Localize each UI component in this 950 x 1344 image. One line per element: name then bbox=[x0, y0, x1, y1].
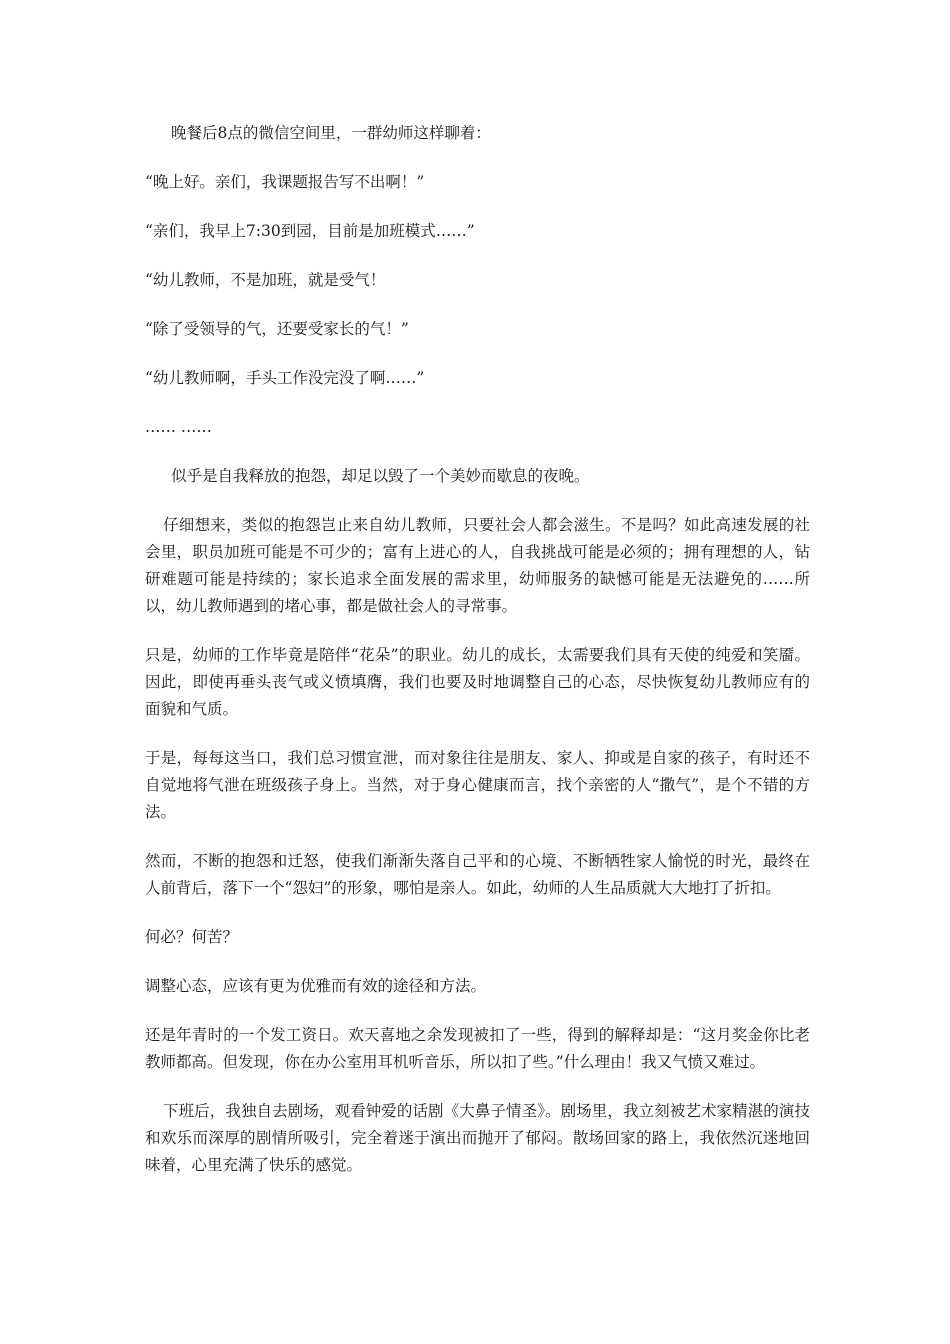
paragraph-reflection: 仔细想来，类似的抱怨岂止来自幼儿教师，只要社会人都会滋生。不是吗？如此高速发展的社会里，职员加班可能是不可少的；富有上进心的人，自我挑战可能是必须的；拥有理想的人，钻研难题可能是持续的；家长追求全面发展的需求里，幼师服务的缺憾可能是无法避免的……所以，幼儿教师遇到的堵心事，都是做社会人的寻常事。 bbox=[145, 516, 810, 615]
paragraph-intro: 晚餐后8点的微信空间里，一群幼师这样聊着： bbox=[171, 124, 491, 142]
paragraph-why: 何必？何苦？ bbox=[145, 928, 239, 946]
paragraph-complaints: 然而，不断的抱怨和迁怒，使我们渐渐失落自己平和的心境、不断牺牲家人愉悦的时光，最终在人前背后，落下一个“怨妇”的形象，哪怕是亲人。如此，幼师的人生品质就大大地打了折扣。 bbox=[145, 852, 810, 897]
chat-line-5: “幼儿教师啊，手头工作没完没了啊……” bbox=[145, 369, 425, 387]
document-body bbox=[145, 120, 810, 1179]
chat-line-4: “除了受领导的气，还要受家长的气！” bbox=[145, 320, 409, 338]
paragraph-adjust: 调整心态，应该有更为优雅而有效的途径和方法。 bbox=[145, 977, 487, 995]
paragraph-release: 似乎是自我释放的抱怨，却足以毁了一个美妙而歇息的夜晚。 bbox=[171, 467, 590, 485]
ellipsis-line: …… …… bbox=[145, 418, 212, 436]
chat-line-3: “幼儿教师，不是加班，就是受气！ bbox=[145, 271, 386, 289]
chat-line-2: “亲们，我早上7:30到园，目前是加班模式……” bbox=[145, 222, 475, 240]
paragraph-flowers: 只是，幼师的工作毕竟是陪伴“花朵”的职业。幼儿的成长，太需要我们具有天使的纯爱和笑靥。因此，即使再垂头丧气或义愤填膺，我们也要及时地调整自己的心态，尽快恢复幼儿教师应有的面貌和气质。 bbox=[145, 646, 810, 718]
paragraph-payday: 还是年青时的一个发工资日。欢天喜地之余发现被扣了一些，得到的解释却是：“这月奖金你比老教师都高。但发现，你在办公室用耳机听音乐，所以扣了些。”什么理由！我又气愤又难过。 bbox=[145, 1026, 810, 1071]
paragraph-venting: 于是，每每这当口，我们总习惯宣泄，而对象往往是朋友、家人、抑或是自家的孩子，有时还不自觉地将气泄在班级孩子身上。当然，对于身心健康而言，找个亲密的人“撒气”，是个不错的方法。 bbox=[145, 749, 810, 821]
chat-line-1: “晚上好。亲们，我课题报告写不出啊！” bbox=[145, 173, 425, 191]
paragraph-theater: 下班后，我独自去剧场，观看钟爱的话剧《大鼻子情圣》。剧场里，我立刻被艺术家精湛的演技和欢乐而深厚的剧情所吸引，完全着迷于演出而抛开了郁闷。散场回家的路上，我依然沉迷地回味着，心里充满了快乐的感觉。 bbox=[145, 1102, 810, 1174]
